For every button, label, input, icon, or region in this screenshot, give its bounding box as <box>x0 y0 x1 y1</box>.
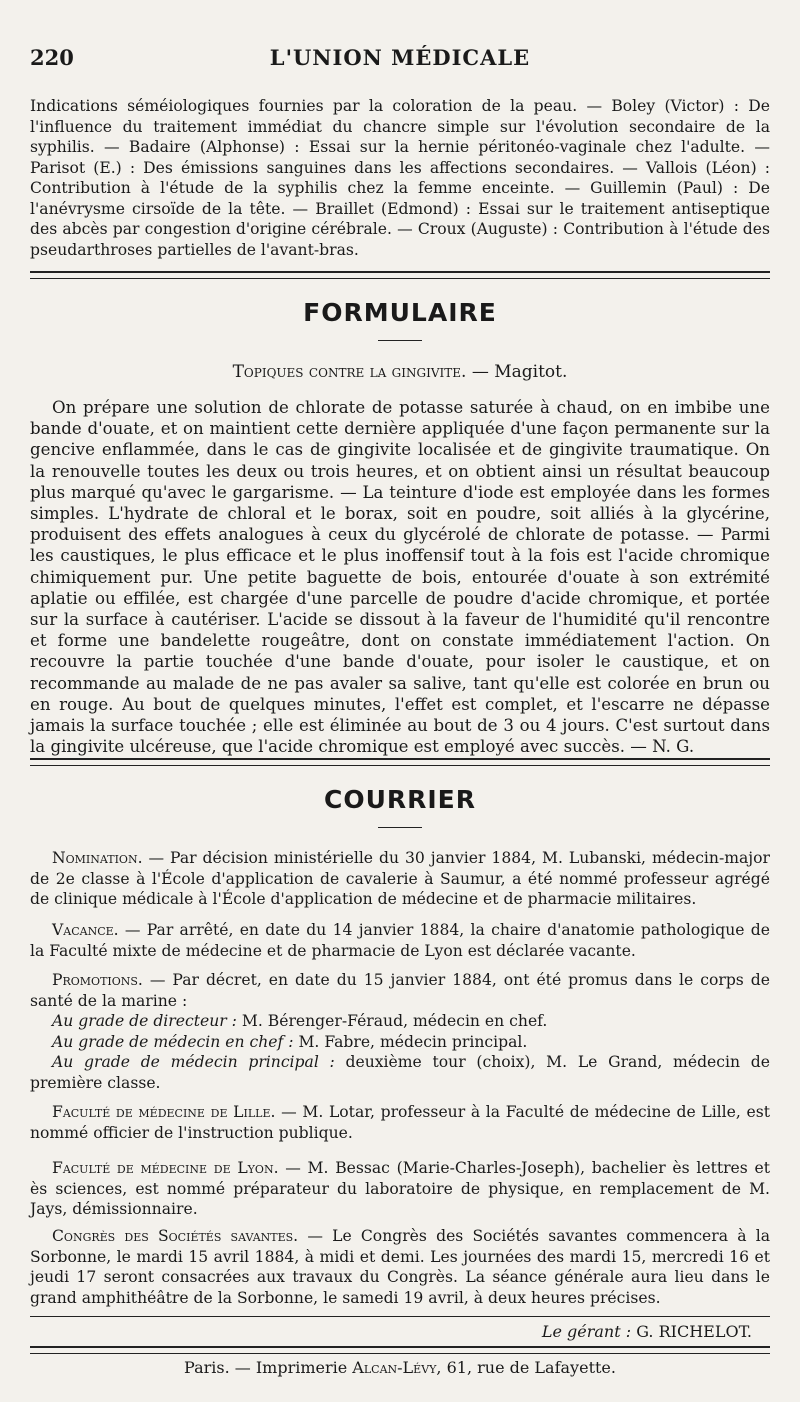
theses-list <box>30 96 770 260</box>
news-item-faculte-lyon <box>30 1158 770 1220</box>
news-item-vacance <box>30 920 770 961</box>
formula-author: — Magitot. <box>466 362 568 382</box>
formulaire-title: FORMULAIRE <box>303 298 497 327</box>
item-label: Faculté de médecine de Lyon. <box>52 1159 279 1177</box>
news-item-faculte-lille <box>30 1102 770 1143</box>
item-label: Promotions. <box>52 971 143 989</box>
section-divider <box>30 271 770 279</box>
news-item-promotions <box>30 970 770 1093</box>
promotion-line <box>30 1011 770 1032</box>
item-text: — M. Lotar, professeur à la Faculté de médecine de Lille, est nommé officier de l'instruction publique. <box>30 1103 771 1142</box>
running-head: L'UNION MÉDICALE <box>269 45 531 70</box>
promotion-person: M. Fabre, médecin principal. <box>293 1032 528 1051</box>
title-underline <box>378 827 422 828</box>
item-label: Faculté de médecine de Lille. <box>52 1103 276 1121</box>
section-divider <box>30 758 770 766</box>
formula-name: Topiques contre la gingivite. <box>232 362 467 382</box>
formulaire-subtitle <box>30 362 770 382</box>
promotion-line <box>30 1052 770 1093</box>
formulaire-body <box>30 397 770 757</box>
item-text: — Par arrêté, en date du 14 janvier 1884, la chaire d'anatomie pathologique de la Faculté mixte de médecine et de pharmacie de Lyon est déclarée vacante. <box>30 921 770 960</box>
printer-imprint <box>0 1358 800 1377</box>
formulaire-text: On prépare une solution de chlorate de potasse saturée à chaud, on en imbibe une bande d'ouate, et on maintient cette dernière appliquée d'une façon permanente sur la gencive enflammée, dans le cas de gingivite localisée et de gingivite traumatique. On la renouvelle toutes les deux ou trois heures, et on obtient ainsi un résultat beaucoup plus marqué qu'avec le gargarisme. — La teinture d'iode est employée dans les formes simples. L'hydrate de chloral et le borax, soit en poudre, soit alliés à la glycérine, produisent des effets analogues à ceux du glycérolé de chlorate de potasse. — Parmi les caustiques, le plus efficace et le plus inoffensif tout à la fois est l'acide chromique chimiquement pur. Une petite baguette de bois, entourée d'ouate à son extrémité aplatie ou effilée, est chargée d'une parcelle de poudre d'acide chromique, et portée sur la surface à cautériser. L'acide se dissout à la faveur de l'humidité qu'il rencontre et forme une bandelette rougeâtre, dont on constate immédiatement l'action. On recouvre la partie touchée d'une bande d'ouate, pour isoler le caustique, et on recommande au malade de ne pas avaler sa salive, tant qu'elle est colorée en brun ou en rouge. Au bout de quelques minutes, l'effet est complet, et l'escarre ne dépasse jamais la surface touchée ; elle est éliminée au bout de 3 ou 4 jours. C'est surtout dans la gingivite ulcéreuse, que l'acide chromique est employé avec succès. — N. G. <box>30 398 770 757</box>
imprint-printer: Alcan-Lévy <box>352 1358 437 1377</box>
page-header <box>30 45 770 75</box>
courrier-title: COURRIER <box>323 785 477 814</box>
item-label: Nomination. <box>52 849 143 867</box>
footer-rule <box>30 1316 770 1317</box>
item-text: — Le Congrès des Sociétés savantes commencera à la Sorbonne, le mardi 15 avril 1884, à midi et demi. Les journées des mardi 15, mercredi 16 et jeudi 17 seront consacrées aux travaux du Congrès. La séance générale aura lieu dans le grand amphithéâtre de la Sorbonne, le samedi 19 avril, à deux heures précises. <box>30 1227 770 1307</box>
item-text: — M. Bessac (Marie-Charles-Joseph), bachelier ès lettres et ès sciences, est nommé préparateur du laboratoire de physique, en remplacement de M. Jays, démissionnaire. <box>30 1159 770 1218</box>
imprint-start: Paris. — Imprimerie <box>184 1358 353 1377</box>
theses-paragraph: Indications séméiologiques fournies par la coloration de la peau. — Boley (Victor) : De l'influence du traitement immédiat du chancre simple sur l'évolution secondaire de la syphilis. — Badaire (Alphonse) : Essai sur la hernie péritonéo-vaginale chez l'adulte. — Parisot (E.) : Des émissions sanguines dans les affections secondaires. — Vallois (Léon) : Contribution à l'étude de la syphilis chez la femme enceinte. — Guillemin (Paul) : De l'anévrysme cirsoïde de la tête. — Braillet (Edmond) : Essai sur le traitement antiseptique des abcès par congestion d'origine cérébrale. — Croux (Auguste) : Contribution à l'étude des pseudarthroses partielles de l'avant-bras. <box>30 97 770 259</box>
promotion-grade: Au grade de médecin principal : <box>52 1053 335 1071</box>
promotion-person: M. Bérenger-Féraud, médecin en chef. <box>236 1012 548 1030</box>
item-text: — Par décision ministérielle du 30 janvier 1884, M. Lubanski, médecin-major de 2e classe à l'École d'application de cavalerie à Saumur, a été nommé professeur agrégé de clinique médicale à l'École d'application de médecine et de pharmacie militaires. <box>30 849 770 908</box>
promotion-person: deuxième tour (choix), M. Le Grand, médecin de première classe. <box>30 1053 770 1092</box>
promotion-grade: Au grade de médecin en chef : <box>52 1032 294 1051</box>
imprint-end: , 61, rue de Lafayette. <box>436 1358 616 1377</box>
news-item-nomination <box>30 848 770 910</box>
gerant-name: G. RICHELOT. <box>636 1322 752 1341</box>
gerant-label: Le gérant : <box>541 1322 637 1341</box>
item-text: — Par décret, en date du 15 janvier 1884, ont été promus dans le corps de santé de la marine : <box>30 971 770 1010</box>
page-number: 220 <box>30 45 74 70</box>
gerant-signature <box>542 1322 752 1341</box>
footer-divider <box>30 1346 770 1354</box>
item-label: Congrès des Sociétés savantes. <box>52 1227 299 1245</box>
promotion-grade: Au grade de directeur : <box>52 1012 237 1030</box>
news-item-congres <box>30 1226 770 1308</box>
item-label: Vacance. <box>52 921 119 939</box>
title-underline <box>378 340 422 341</box>
promotion-line <box>30 1032 770 1053</box>
